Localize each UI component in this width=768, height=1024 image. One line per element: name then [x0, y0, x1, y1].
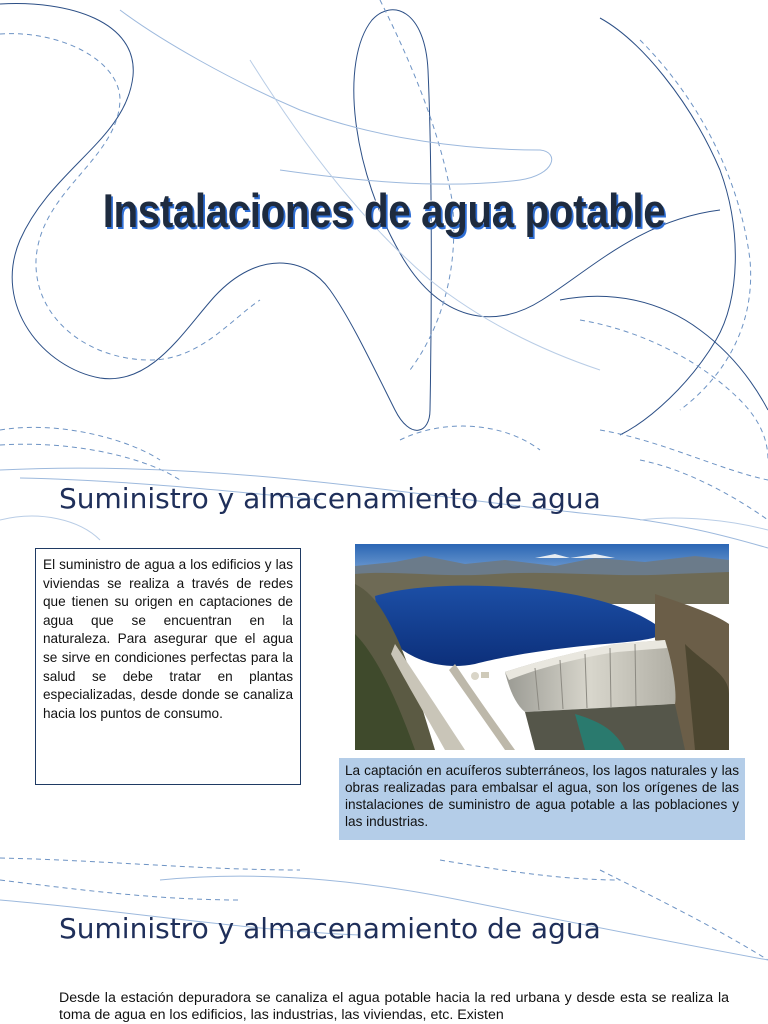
section-heading: Suministro y almacenamiento de agua — [59, 482, 601, 515]
photo-caption: La captación en acuíferos subterráneos, los lagos naturales y las obras realizadas para embalsar el agua, son los orígenes de las instalaciones de suministro de agua potable a las poblaciones y las industrias. — [339, 758, 745, 840]
supply-text-box: El suministro de agua a los edificios y las viviendas se realiza a través de redes que tienen su origen en captaciones de agua que se encuentran en la naturaleza. Para asegurar que el agua se sirve en condiciones perfectas para la salud se debe tratar en plantas especializadas, desde donde se canaliza hacia los puntos de consumo. — [35, 548, 301, 785]
page-title: Instalaciones de agua potable — [102, 184, 666, 237]
reservoir-dam-photo — [355, 544, 729, 750]
distribution-paragraph: Desde la estación depuradora se canaliza el agua potable hacia la red urbana y desde esta se realiza la toma de agua en los edificios, las industrias, las viviendas, etc. Existen — [59, 990, 729, 1023]
section-heading-2: Suministro y almacenamiento de agua — [59, 912, 601, 945]
